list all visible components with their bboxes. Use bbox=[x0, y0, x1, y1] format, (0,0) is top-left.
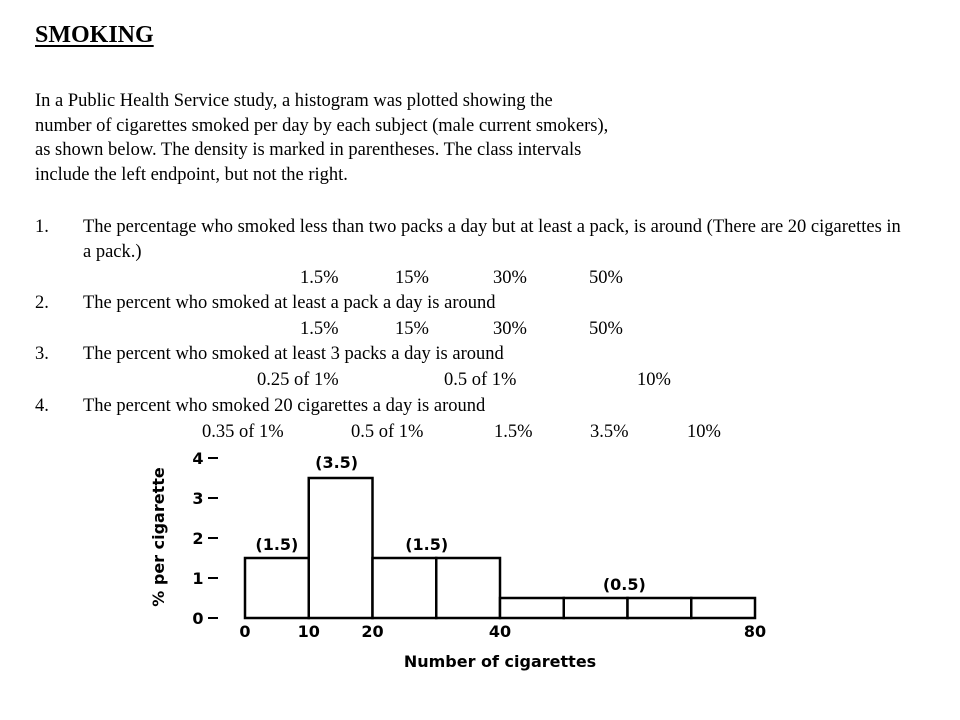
page-title: SMOKING bbox=[35, 22, 154, 48]
question-4-text: The percent who smoked 20 cigarettes a day is around bbox=[83, 396, 486, 416]
x-tick-label: 80 bbox=[743, 622, 767, 641]
histogram-bar bbox=[245, 558, 309, 618]
y-tick-label: 4 bbox=[192, 449, 204, 468]
x-axis-label: Number of cigarettes bbox=[403, 652, 597, 671]
question-2-option: 30% bbox=[493, 319, 527, 339]
bar-density-label: (0.5) bbox=[602, 575, 646, 594]
question-3-number: 3. bbox=[35, 344, 49, 364]
question-1-number: 1. bbox=[35, 217, 49, 237]
question-2-option: 50% bbox=[589, 319, 623, 339]
x-tick-label: 0 bbox=[239, 622, 251, 641]
question-1-option: 50% bbox=[589, 268, 623, 288]
question-4-option: 0.5 of 1% bbox=[351, 422, 424, 442]
x-tick-label: 20 bbox=[361, 622, 384, 641]
y-tick-label: 0 bbox=[192, 609, 204, 628]
question-4-option: 10% bbox=[687, 422, 721, 442]
histogram-bar bbox=[309, 478, 373, 618]
question-1-option: 1.5% bbox=[300, 268, 339, 288]
y-tick-label: 2 bbox=[192, 529, 204, 548]
question-3-option: 0.5 of 1% bbox=[444, 370, 517, 390]
histogram-bar bbox=[373, 558, 437, 618]
question-4-option: 3.5% bbox=[590, 422, 629, 442]
x-tick-label: 10 bbox=[297, 622, 320, 641]
histogram-bar bbox=[564, 598, 628, 618]
intro-paragraph: In a Public Health Service study, a histogram was plotted showing the number of cigarettes smoked per day by each subject (male current smokers), as shown below. The density is marked in parentheses. The class intervals include the left endpoint, but not the right. bbox=[35, 91, 609, 185]
question-3-text: The percent who smoked at least 3 packs a day is around bbox=[83, 344, 504, 364]
question-1-option: 30% bbox=[493, 268, 527, 288]
histogram-bar bbox=[500, 598, 564, 618]
histogram-bar bbox=[691, 598, 755, 618]
question-1-text: The percentage who smoked less than two packs a day but at least a pack, is around (There are 20 cigarettes in a pack.) bbox=[83, 217, 901, 262]
question-1-option: 15% bbox=[395, 268, 429, 288]
question-2-number: 2. bbox=[35, 293, 49, 313]
histogram-bar bbox=[436, 558, 500, 618]
question-2-option: 1.5% bbox=[300, 319, 339, 339]
histogram-bar bbox=[628, 598, 692, 618]
x-tick-label: 40 bbox=[488, 622, 512, 641]
y-tick-label: 1 bbox=[192, 569, 204, 588]
bar-density-label: (1.5) bbox=[405, 535, 449, 554]
bar-density-label: (3.5) bbox=[315, 453, 359, 472]
question-4-number: 4. bbox=[35, 396, 49, 416]
question-2-option: 15% bbox=[395, 319, 429, 339]
question-4-option: 1.5% bbox=[494, 422, 533, 442]
question-3-option: 10% bbox=[637, 370, 671, 390]
question-3-option: 0.25 of 1% bbox=[257, 370, 339, 390]
y-tick-label: 3 bbox=[192, 489, 204, 508]
question-4-option: 0.35 of 1% bbox=[202, 422, 284, 442]
bar-density-label: (1.5) bbox=[255, 535, 299, 554]
y-axis-label: % per cigarette bbox=[149, 467, 168, 607]
question-2-text: The percent who smoked at least a pack a day is around bbox=[83, 293, 496, 313]
